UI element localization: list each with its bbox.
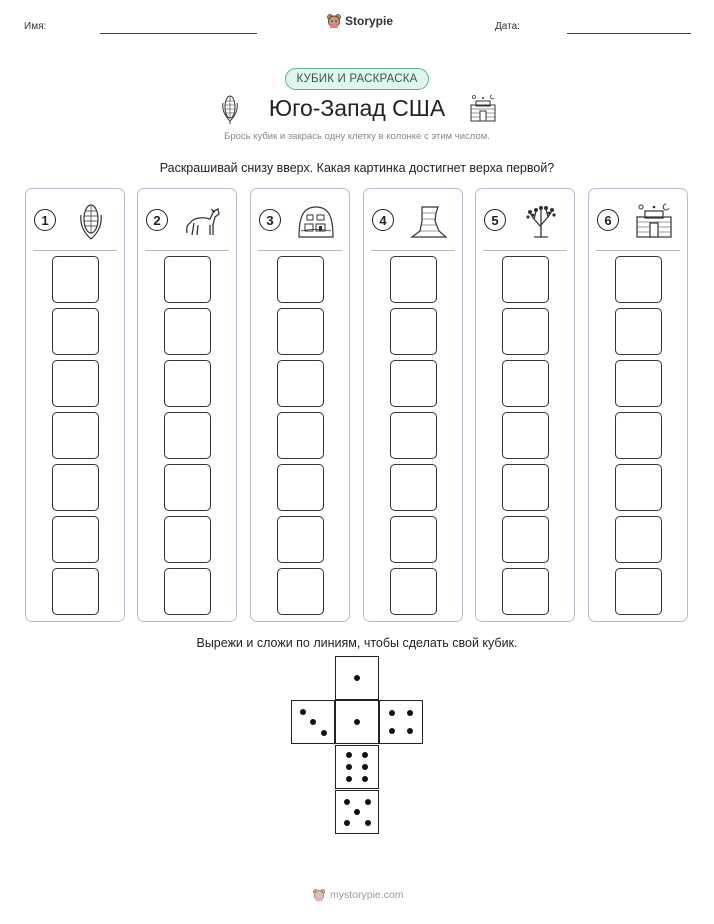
color-cell[interactable] [390,308,437,355]
color-cell[interactable] [502,516,549,563]
die-pip [346,776,352,782]
bear-logo-icon [312,888,326,902]
adobe-building-icon [633,201,675,241]
color-cell[interactable] [164,568,211,615]
corn-icon [70,201,112,241]
color-cell[interactable] [164,464,211,511]
rock-formation-icon [408,201,450,241]
color-cell[interactable] [52,464,99,511]
die-face-1 [335,700,379,744]
page-title: Юго-Запад США [268,95,446,121]
die-face-1 [335,656,379,700]
column-4 [363,188,463,622]
color-cell[interactable] [52,360,99,407]
die-pip [354,809,360,815]
die-pip [362,776,368,782]
color-cell[interactable] [277,256,324,303]
color-cell[interactable] [52,308,99,355]
color-cell[interactable] [615,516,662,563]
column-number: 2 [146,209,168,231]
die-pip [389,728,395,734]
cliff-dwelling-icon [295,201,337,241]
column-divider [33,250,117,251]
color-cell[interactable] [502,464,549,511]
die-pip [407,728,413,734]
die-pip [389,710,395,716]
column-number: 3 [259,209,281,231]
column-2 [137,188,237,622]
column-6 [588,188,688,622]
color-cell[interactable] [277,308,324,355]
bear-logo-icon [326,13,342,29]
column-number: 5 [484,209,506,231]
game-prompt: Раскрашивай снизу вверх. Какая картинка достигнет верха первой? [159,161,555,175]
column-number: 1 [34,209,56,231]
color-cell[interactable] [502,256,549,303]
color-cell[interactable] [277,412,324,459]
name-label: Имя: [24,21,47,32]
color-cell[interactable] [615,256,662,303]
color-cell[interactable] [502,308,549,355]
die-pip [346,764,352,770]
adobe-building-icon [468,93,498,123]
color-cell[interactable] [390,568,437,615]
column-3 [250,188,350,622]
tree-icon [520,201,562,241]
die-pip [365,820,371,826]
color-cell[interactable] [390,464,437,511]
die-pip [354,719,360,725]
color-cell[interactable] [390,256,437,303]
column-divider [145,250,229,251]
activity-badge: КУБИК И РАСКРАСКА [285,68,429,90]
instructions-text: Брось кубик и закрась одну клетку в колонке с этим числом. [224,131,490,142]
die-pip [362,764,368,770]
color-cell[interactable] [615,568,662,615]
column-divider [596,250,680,251]
column-5 [475,188,575,622]
column-divider [258,250,342,251]
die-pip [362,752,368,758]
logo-text: Storypie [345,14,394,28]
cut-instructions: Вырежи и сложи по линиям, чтобы сделать свой кубик. [196,636,518,650]
date-label: Дата: [495,21,520,32]
die-face-5 [335,790,379,834]
die-pip [321,730,327,736]
color-cell[interactable] [52,256,99,303]
date-field-line[interactable] [567,33,691,34]
color-cell[interactable] [390,412,437,459]
color-cell[interactable] [277,568,324,615]
die-pip [354,675,360,681]
color-cell[interactable] [502,568,549,615]
color-cell[interactable] [615,360,662,407]
color-cell[interactable] [164,308,211,355]
horse-icon [182,201,224,241]
color-cell[interactable] [164,516,211,563]
die-pip [346,752,352,758]
color-cell[interactable] [277,360,324,407]
color-cell[interactable] [615,464,662,511]
footer-url[interactable]: mystorypie.com [330,889,404,901]
column-divider [483,250,567,251]
color-cell[interactable] [502,360,549,407]
storypie-logo [326,13,393,29]
die-pip [344,820,350,826]
column-number: 4 [372,209,394,231]
color-cell[interactable] [164,256,211,303]
color-cell[interactable] [164,360,211,407]
die-face-6 [335,745,379,789]
color-cell[interactable] [502,412,549,459]
die-face-4 [379,700,423,744]
die-pip [300,709,306,715]
column-1 [25,188,125,622]
color-cell[interactable] [390,516,437,563]
color-cell[interactable] [52,516,99,563]
die-face-3 [291,700,335,744]
color-cell[interactable] [52,412,99,459]
footer [312,888,404,902]
die-pip [344,799,350,805]
column-divider [371,250,455,251]
column-number: 6 [597,209,619,231]
color-cell[interactable] [52,568,99,615]
color-cell[interactable] [277,464,324,511]
color-cell[interactable] [277,516,324,563]
die-pip [407,710,413,716]
color-cell[interactable] [390,360,437,407]
die-pip [365,799,371,805]
color-cell[interactable] [615,308,662,355]
name-field-line[interactable] [100,33,257,34]
color-cell[interactable] [615,412,662,459]
color-cell[interactable] [164,412,211,459]
die-pip [310,719,316,725]
